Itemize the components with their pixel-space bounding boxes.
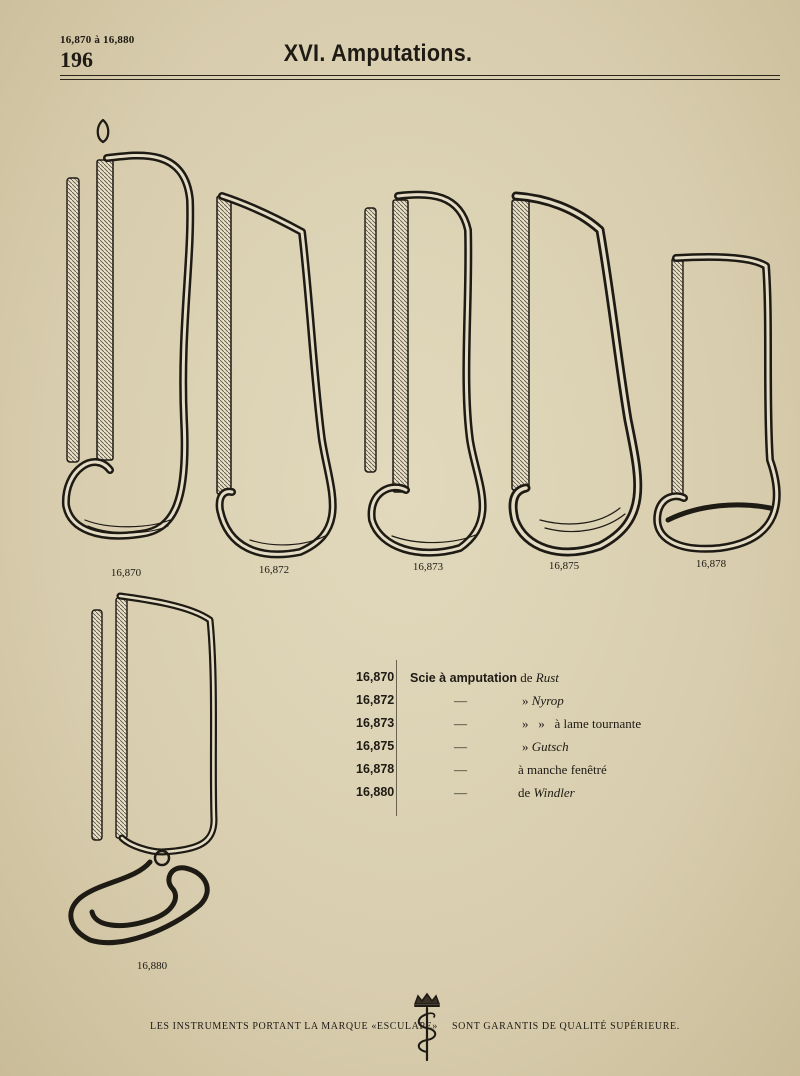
- esculape-trademark-icon: [410, 992, 444, 1062]
- ditto-dash: —: [454, 785, 467, 800]
- item-description: [410, 670, 559, 686]
- saw-16872-figure: [217, 196, 333, 554]
- saw-16875-figure: [512, 196, 638, 552]
- item-number: 16,873: [356, 716, 395, 730]
- ditto-dash: —: [454, 716, 467, 731]
- item-desc-italic: Nyrop: [531, 693, 564, 708]
- item-desc-text: de: [520, 670, 536, 685]
- page-title: XVI. Amputations.: [283, 40, 473, 67]
- figure-caption: 16,870: [110, 567, 142, 579]
- item-desc-italic: Windler: [533, 785, 575, 800]
- item-description: à manche fenêtré: [518, 762, 607, 777]
- item-desc-text: »: [522, 739, 532, 754]
- figure-caption: 16,873: [412, 561, 444, 573]
- ditto-dash: —: [454, 739, 467, 754]
- item-number: 16,880: [356, 785, 395, 799]
- ditto-dash: —: [454, 762, 467, 777]
- ditto-dash: —: [454, 693, 467, 708]
- item-description: » » à lame tournante: [522, 716, 642, 731]
- item-description: [522, 739, 569, 755]
- figure-caption: 16,875: [548, 560, 580, 572]
- item-description: [522, 693, 564, 709]
- item-description: [518, 785, 575, 801]
- item-number: 16,878: [356, 762, 395, 776]
- saw-16873-figure: [365, 195, 483, 553]
- figure-caption: 16,872: [258, 564, 290, 576]
- item-desc-text: de: [518, 785, 534, 800]
- page-range: 16,870 à 16,880: [60, 34, 135, 46]
- item-desc-italic: Rust: [535, 670, 559, 685]
- item-number: 16,870: [356, 670, 395, 684]
- footer-right-text: SONT GARANTIS DE QUALITÉ SUPÉRIEURE.: [452, 1021, 680, 1032]
- item-desc-bold: Scie à amputation: [410, 671, 517, 685]
- footer-left-text: LES INSTRUMENTS PORTANT LA MARQUE «ESCULAPE»: [150, 1021, 438, 1032]
- saw-16870-figure: [66, 120, 190, 536]
- page-number: 196: [60, 47, 93, 72]
- item-number: 16,875: [356, 739, 395, 753]
- item-desc-text: »: [522, 693, 532, 708]
- saw-16878-figure: [657, 257, 777, 549]
- figure-caption: 16,880: [136, 960, 168, 972]
- item-number: 16,872: [356, 693, 395, 707]
- figure-caption: 16,878: [695, 558, 727, 570]
- item-desc-italic: Gutsch: [531, 739, 569, 754]
- catalog-table-divider: [396, 660, 397, 816]
- saw-16880-figure: [71, 596, 214, 943]
